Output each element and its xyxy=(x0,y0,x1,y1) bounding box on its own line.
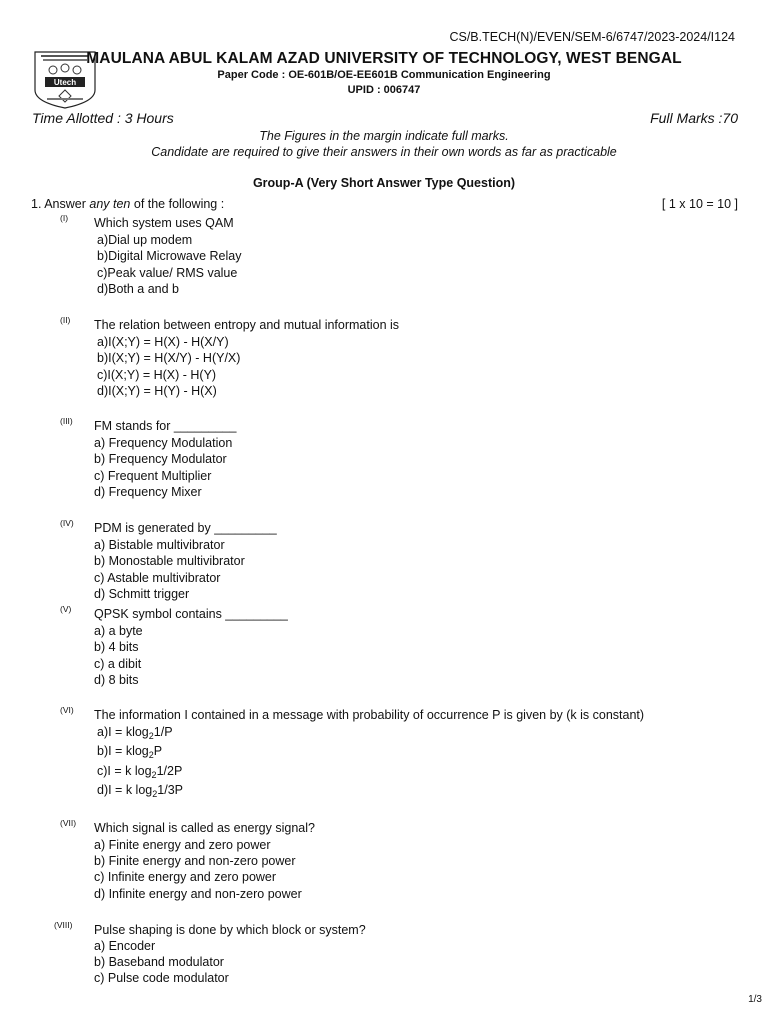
option-c: c) Pulse code modulator xyxy=(94,971,229,985)
option-d: d) Frequency Mixer xyxy=(94,485,202,499)
option-text: 1/2P xyxy=(156,764,183,778)
option-d: d)I(X;Y) = H(Y) - H(X) xyxy=(97,384,217,398)
option-d xyxy=(97,783,183,799)
question-stem: The information I contained in a message with probability of occurrence P is given by (k is constant) xyxy=(94,708,645,722)
question-stem: The relation between entropy and mutual information is xyxy=(94,318,400,332)
option-text: P xyxy=(153,744,163,758)
question-number: (III) xyxy=(60,416,73,426)
option-a: a)I(X;Y) = H(X) - H(X/Y) xyxy=(97,335,229,349)
option-text: b)I = klog xyxy=(97,744,149,758)
option-text: 1/3P xyxy=(157,783,183,797)
university-name: MAULANA ABUL KALAM AZAD UNIVERSITY OF TECHNOLOGY, WEST BENGAL xyxy=(86,50,682,67)
group-title: Group-A (Very Short Answer Type Question) xyxy=(252,176,516,190)
question-stem: Which system uses QAM xyxy=(94,216,234,230)
page-number: 1/3 xyxy=(748,994,762,1005)
option-c: c) a dibit xyxy=(94,657,142,671)
option-b: b) 4 bits xyxy=(94,640,139,654)
subscript: 2 xyxy=(152,789,158,799)
marks-scheme: [ 1 x 10 = 10 ] xyxy=(661,197,738,211)
option-b: b) Finite energy and non-zero power xyxy=(94,854,296,868)
question-stem: Pulse shaping is done by which block or system? xyxy=(94,923,366,937)
ref-code: CS/B.TECH(N)/EVEN/SEM-6/6747/2023-2024/I124 xyxy=(449,30,735,44)
question-number: (VIII) xyxy=(54,920,73,930)
option-text: a)I = klog xyxy=(97,725,149,739)
option-a: a)Dial up modem xyxy=(97,233,193,247)
time-allotted: Time Allotted : 3 Hours xyxy=(32,110,174,126)
option-a: a) Encoder xyxy=(94,939,156,953)
question-number: (VI) xyxy=(60,705,74,715)
option-b: b) Baseband modulator xyxy=(94,955,224,969)
option-c: c) Astable multivibrator xyxy=(94,571,221,585)
option-text: c)I = k log xyxy=(97,764,152,778)
option-text: d)I = k log xyxy=(97,783,153,797)
full-marks: Full Marks :70 xyxy=(650,110,738,126)
question-stem: PDM is generated by _________ xyxy=(94,521,277,535)
option-a: a) Bistable multivibrator xyxy=(94,538,225,552)
option-text: 1/P xyxy=(153,725,173,739)
paper-code: Paper Code : OE-601B/OE-EE601B Communication Engineering xyxy=(217,69,551,81)
option-a: a) Frequency Modulation xyxy=(94,436,233,450)
option-b: b)Digital Microwave Relay xyxy=(97,249,242,263)
option-d: d) Schmitt trigger xyxy=(94,587,190,601)
option-b: b) Monostable multivibrator xyxy=(94,554,245,568)
upid: UPID : 006747 xyxy=(347,84,421,96)
subscript: 2 xyxy=(151,770,157,780)
option-c: c)Peak value/ RMS value xyxy=(97,266,238,280)
question-number: (VII) xyxy=(60,818,77,828)
logo-text: Utech xyxy=(53,78,77,87)
subscript: 2 xyxy=(148,731,154,741)
option-d: d)Both a and b xyxy=(97,282,180,296)
instruction-suffix: of the following : xyxy=(130,197,225,211)
option-c: c)I(X;Y) = H(X) - H(Y) xyxy=(97,368,217,382)
instruction xyxy=(31,197,224,211)
question-number: (IV) xyxy=(60,518,74,528)
option-d: d) Infinite energy and non-zero power xyxy=(94,887,302,901)
option-a: a) Finite energy and zero power xyxy=(94,838,271,852)
subscript: 2 xyxy=(148,750,154,760)
question-stem: FM stands for _________ xyxy=(94,419,237,433)
option-d: d) 8 bits xyxy=(94,673,139,687)
option-b xyxy=(97,744,162,760)
option-c: c) Infinite energy and zero power xyxy=(94,870,277,884)
question-number: (II) xyxy=(60,315,71,325)
instruction-emphasis: any ten xyxy=(89,197,131,211)
candidate-note: Candidate are required to give their answers in their own words as far as practicable xyxy=(151,145,617,159)
option-a: a) a byte xyxy=(94,624,143,638)
option-c xyxy=(97,764,182,780)
question-number: (I) xyxy=(60,213,69,223)
option-a xyxy=(97,725,173,741)
option-c: c) Frequent Multiplier xyxy=(94,469,212,483)
option-b: b) Frequency Modulator xyxy=(94,452,227,466)
instruction-prefix: 1. Answer xyxy=(31,197,90,211)
question-stem: Which signal is called as energy signal? xyxy=(94,821,315,835)
question-stem: QPSK symbol contains _________ xyxy=(94,607,288,621)
question-number: (V) xyxy=(60,604,72,614)
option-b: b)I(X;Y) = H(X/Y) - H(Y/X) xyxy=(97,351,241,365)
margin-note: The Figures in the margin indicate full marks. xyxy=(259,129,509,143)
